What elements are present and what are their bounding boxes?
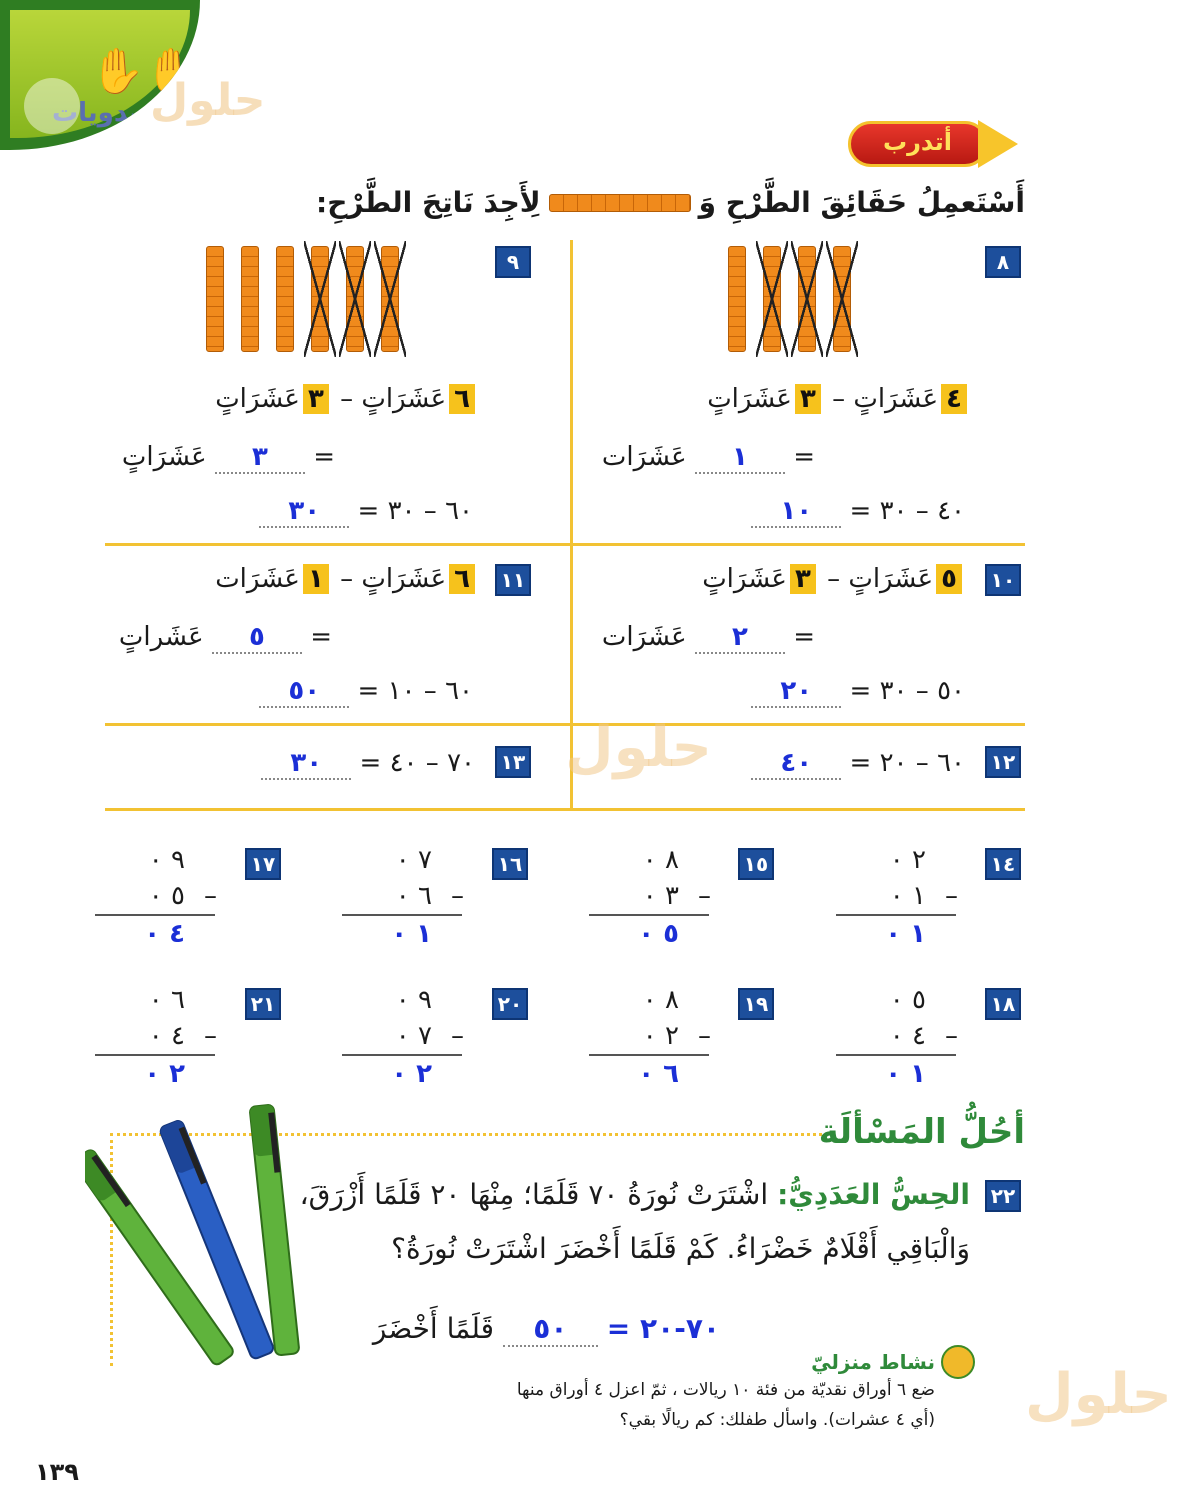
exercise-number-18: ١٨: [985, 988, 1021, 1020]
answer-14[interactable]: ١ ٠: [836, 914, 956, 952]
grid-h3: [105, 808, 1025, 811]
pens-illustration: [85, 1095, 325, 1385]
exercise-8-tens-line: = ١ عَشَرَات: [601, 442, 815, 472]
instruction-end: لِأَجِدَ نَاتِجَ الطَّرْحِ:: [316, 186, 541, 219]
instruction-start: أَسْتَعمِلُ حَقَائِقَ الطَّرْحِ وَ: [698, 186, 1025, 219]
exercise-number-12: ١٢: [985, 746, 1021, 778]
exercise-number-16: ١٦: [492, 848, 528, 880]
house-icon: [941, 1345, 975, 1379]
answer-10[interactable]: ٢٠: [751, 676, 841, 708]
watermark-bottom: حلول: [1025, 1362, 1172, 1427]
section-title: أحُلُّ المَسْألَة: [818, 1112, 1025, 1152]
answer-tens-10[interactable]: ٢: [695, 622, 785, 654]
column-exercise-18: ٥ ٠ ٤ ٠ – ١ ٠: [836, 982, 956, 1092]
answer-tens-9[interactable]: ٣: [215, 442, 305, 474]
watermark-top: حلول: [150, 75, 266, 126]
answer-15[interactable]: ٥ ٠: [589, 914, 709, 952]
column-exercise-19: ٨ ٠ ٢ ٠ – ٦ ٠: [589, 982, 709, 1092]
hands-icon: ✋✋: [90, 46, 200, 97]
exercise-10-statement: ٥عَشَرَاتٍ – ٣عَشَرَاتٍ: [702, 564, 965, 594]
problem-label: الحِسُّ العَدَدِيُّ:: [777, 1178, 970, 1211]
exercise-9-tens-line: = ٣ عَشَرَاتٍ: [121, 442, 335, 472]
exercise-number-22: ٢٢: [985, 1180, 1021, 1212]
practice-badge: [848, 121, 988, 167]
watermark-middle: حلول: [565, 715, 712, 780]
problem-line2: وَالْبَاقِي أَقْلَامٌ خَضْرَاءُ. كَمْ قَلَمًا أَخْضَرَ اشْتَرَتْ نُورَةُ؟: [391, 1232, 970, 1265]
exercise-number-9: ٩: [495, 246, 531, 278]
home-activity-line1: ضع ٦ أوراق نقديّة من فئة ١٠ ريالات ، ثمّ اعزل ٤ أوراق منها: [516, 1380, 935, 1400]
exercise-13-line: ٧٠ – ٤٠ = ٣٠: [261, 748, 475, 780]
answer-12[interactable]: ٤٠: [751, 748, 841, 780]
exercise-number-19: ١٩: [738, 988, 774, 1020]
answer-11[interactable]: ٥٠: [259, 676, 349, 708]
answer-tens-8[interactable]: ١: [695, 442, 785, 474]
answer-tens-11[interactable]: ٥: [212, 622, 302, 654]
column-exercise-17: ٩ ٠ ٥ ٠ – ٤ ٠: [95, 842, 215, 952]
problem-line1: الحِسُّ العَدَدِيُّ: اشْتَرَتْ نُورَةُ ٧٠ قَلَمًا؛ مِنْهَا ٢٠ قَلَمًا أَزْرَقَ،: [299, 1178, 970, 1211]
grid-h1: [105, 543, 1025, 546]
column-exercise-20: ٩ ٠ ٧ ٠ – ٢ ٠: [342, 982, 462, 1092]
exercise-11-tens-line: = ٥ عَشَراتٍ: [118, 622, 332, 652]
brand-circle-icon: [24, 78, 80, 134]
instruction: [316, 186, 1025, 219]
home-activity-line2: (أي ٤ عشرات). واسأل طفلك: كم ريالًا بقي؟: [619, 1410, 935, 1430]
answer-22[interactable]: ٥٠: [503, 1312, 598, 1347]
answer-19[interactable]: ٦ ٠: [589, 1054, 709, 1092]
exercise-10-expr-line: ٥٠ – ٣٠ = ٢٠: [751, 676, 965, 708]
exercise-8-statement: ٤عَشَرَاتٍ – ٣عَشَرَاتٍ: [707, 384, 970, 414]
answer-20[interactable]: ٢ ٠: [342, 1054, 462, 1092]
answer-8[interactable]: ١٠: [751, 496, 841, 528]
column-exercise-15: ٨ ٠ ٣ ٠ – ٥ ٠: [589, 842, 709, 952]
exercise-10-tens-line: = ٢ عَشَرَات: [601, 622, 815, 652]
rod-icon: [549, 194, 691, 212]
exercise-9-statement: ٦عَشَرَاتٍ – ٣عَشَرَاتٍ: [215, 384, 478, 414]
exercise-9-expr-line: ٦٠ – ٣٠ = ٣٠: [259, 496, 473, 528]
column-exercise-21: ٦ ٠ ٤ ٠ – ٢ ٠: [95, 982, 215, 1092]
exercise-number-11: ١١: [495, 564, 531, 596]
answer-16[interactable]: ١ ٠: [342, 914, 462, 952]
answer-9[interactable]: ٣٠: [259, 496, 349, 528]
exercise-11-expr-line: ٦٠ – ١٠ = ٥٠: [259, 676, 473, 708]
exercise-number-17: ١٧: [245, 848, 281, 880]
exercise-8-expr-line: ٤٠ – ٣٠ = ١٠: [751, 496, 965, 528]
arrow-icon: [978, 120, 1018, 168]
exercise-11-statement: ٦عَشَرَاتٍ – ١عَشَرَات: [215, 564, 478, 594]
answer-18[interactable]: ١ ٠: [836, 1054, 956, 1092]
answer-17[interactable]: ٤ ٠: [95, 914, 215, 952]
exercise-number-21: ٢١: [245, 988, 281, 1020]
practice-badge-label: أتدرب: [883, 128, 953, 156]
exercise-number-15: ١٥: [738, 848, 774, 880]
column-exercise-14: ٢ ٠ ١ ٠ – ١ ٠: [836, 842, 956, 952]
answer-21[interactable]: ٢ ٠: [95, 1054, 215, 1092]
brand-label: يدويات: [52, 98, 139, 128]
home-activity-title: نشاط منزليّ: [811, 1345, 975, 1379]
page-number: ١٣٩: [35, 1458, 79, 1486]
exercise-number-8: ٨: [985, 246, 1021, 278]
column-exercise-16: ٧ ٠ ٦ ٠ – ١ ٠: [342, 842, 462, 952]
exercise-number-20: ٢٠: [492, 988, 528, 1020]
exercise-number-13: ١٣: [495, 746, 531, 778]
exercise-12-line: ٦٠ – ٢٠ = ٤٠: [751, 748, 965, 780]
problem-answer-line: ٧٠-٢٠ = ٥٠ قَلَمًا أَخْضَرَ: [372, 1312, 720, 1345]
exercise-number-10: ١٠: [985, 564, 1021, 596]
answer-13[interactable]: ٣٠: [261, 748, 351, 780]
exercise-number-14: ١٤: [985, 848, 1021, 880]
